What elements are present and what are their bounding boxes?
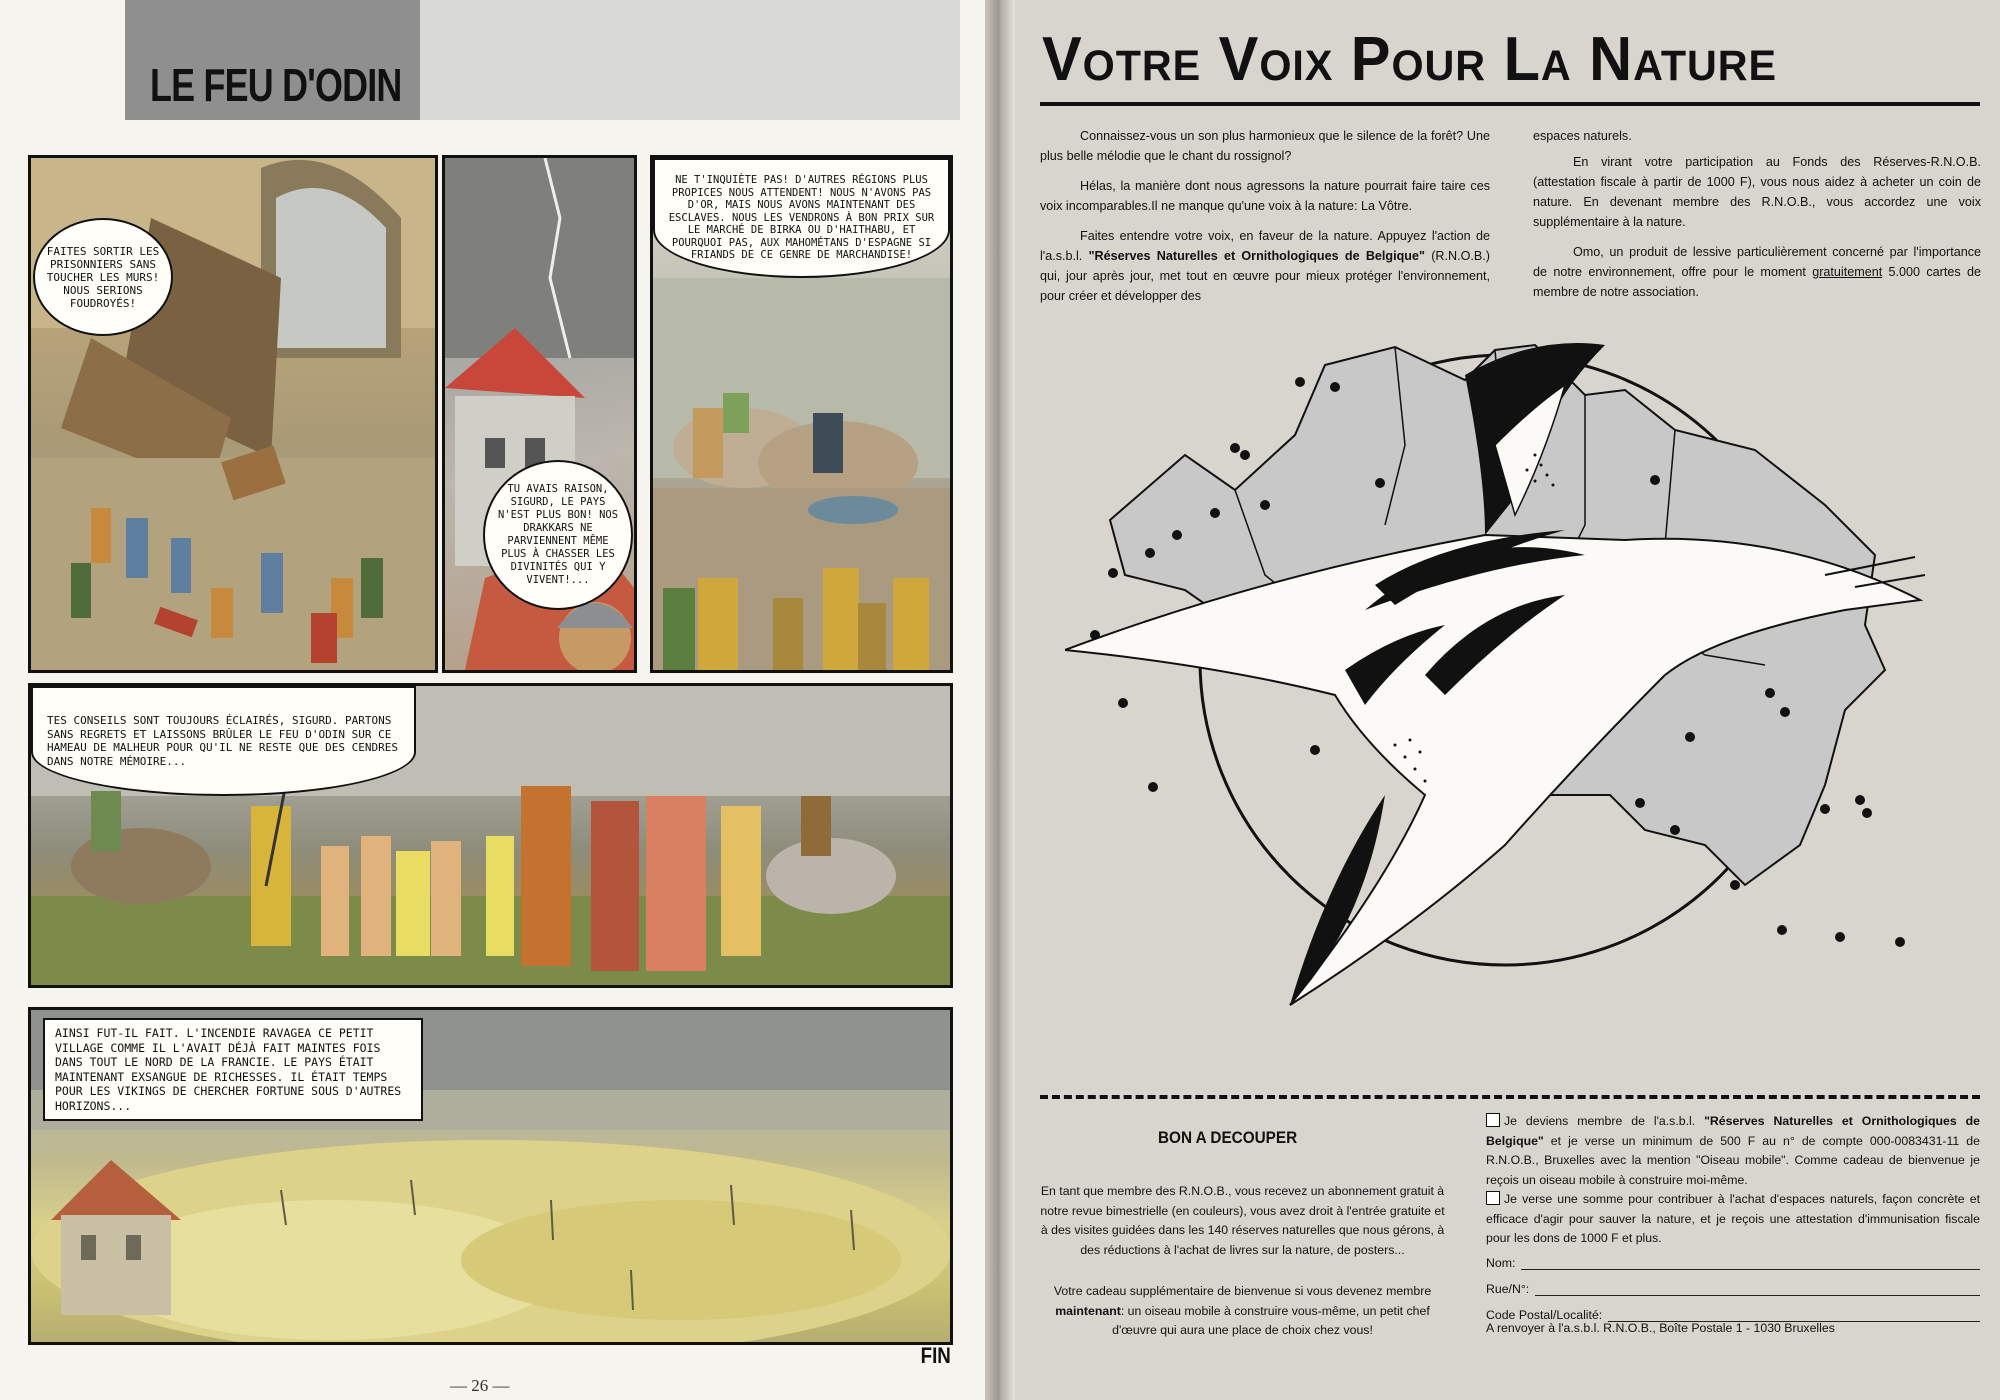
comic-panel-5	[28, 1007, 953, 1345]
speech-balloon-2: TU AVAIS RAISON, SIGURD, LE PAYS N'EST PLUS BON! NOS DRAKKARS NE PARVIENNENT MÊME PLUS À CHASSER LES DIVINITÉS QUI Y VIVENT!...	[483, 460, 633, 610]
comic-title: LE FEU D'ODIN	[150, 59, 402, 111]
fin-label: FIN	[920, 1343, 951, 1368]
comic-panel-3	[650, 155, 953, 673]
title-band-light	[420, 0, 960, 120]
paragraph-2: Hélas, la manière dont nous agressons la nature pourrait faire taire ces voix incomparables.Il ne manque qu'une voix à la nature: La Vôtre.	[1040, 179, 1490, 213]
donation-option-text: Je verse une somme pour contribuer à l'achat d'espaces naturels, façon concrète et efficace d'agir pour sauver la nature, et je reçois une attestation d'immunisation fiscale pour les dons de 1000 F et plus.	[1486, 1192, 1980, 1245]
speech-balloon-1: FAITES SORTIR LES PRISONNIERS SANS TOUCHER LES MURS! NOUS SERIONS FOUDROYÉS!	[33, 218, 173, 336]
paragraph-3-rest: (R.N.O.B.) qui, jour après jour, met tout en œuvre pour mieux protéger l'environnement, pour créer et développer des	[1040, 249, 1490, 303]
coupon-title: BON A DECOUPER	[1158, 1128, 1298, 1147]
headline-rule	[1040, 102, 1980, 106]
membership-option	[1486, 1112, 1980, 1190]
paragraph-5-lead: Omo, un produit de lessive particulièrement concerné par l'importance de notre environnement, offre pour le moment	[1533, 245, 1981, 279]
article-column-right	[1533, 126, 1981, 312]
belgium-map-bird-illustration	[1065, 325, 1965, 1060]
gift-paragraph	[1040, 1282, 1445, 1341]
left-page	[0, 0, 990, 1400]
headline: Votre Voix Pour La Nature	[1042, 25, 1778, 94]
article-column-left	[1040, 126, 1490, 316]
comic-panel-2	[442, 155, 637, 673]
paragraph-3-lead: Faites entendre votre voix, en faveur de la nature. Appuyez l'action de l'a.s.b.l.	[1040, 229, 1490, 263]
paragraph-1: Connaissez-vous un son plus harmonieux que le silence de la forêt? Une plus belle mélodie que le chant du rossignol?	[1040, 129, 1490, 163]
gift-lead: Votre cadeau supplémentaire de bienvenue si vous devenez membre	[1053, 1284, 1432, 1298]
street-field[interactable]	[1535, 1284, 1980, 1296]
paragraph-5-rest: 5.000 cartes de membre de notre association.	[1533, 265, 1981, 299]
membership-option-lead: Je deviens membre de l'a.s.b.l.	[1504, 1114, 1705, 1128]
gift-emphasis: maintenant	[1055, 1303, 1121, 1318]
comic-panel-1	[28, 155, 438, 673]
coupon-benefits	[1040, 1182, 1445, 1363]
speech-balloon-3: NE T'INQUIÈTE PAS! D'AUTRES RÉGIONS PLUS PROPICES NOUS ATTENDENT! NOUS N'AVONS PAS D'OR, MAIS NOUS AVONS MAINTENANT DES ESCLAVES. NOUS LES VENDRONS À BON PRIX SUR LE MARCHÉ DE BIRKA OU D'HAITHABU, ET POURQUOI PAS, AUX MAHOMÉTANS D'ESPAGNE SI FRIANDS DE CE GENRE DE MARCHANDISE!	[653, 158, 950, 278]
org-name: "Réserves Naturelles et Ornithologiques de Belgique"	[1088, 249, 1425, 263]
narration-caption: AINSI FUT-IL FAIT. L'INCENDIE RAVAGEA CE PETIT VILLAGE COMME IL L'AVAIT DÉJÀ FAIT MAINTES FOIS DANS TOUT LE NORD DE LA FRANCIE. LE PAYS ÉTAIT MAINTENANT EXSANGUE DE RICHESSES. IL ÉTAIT TEMPS POUR LES VIKINGS DE CHERCHER FORTUNE SOUS D'AUTRES HORIZONS...	[43, 1018, 423, 1121]
underlined-word: gratuitement	[1812, 265, 1883, 279]
donation-option	[1486, 1190, 1980, 1249]
speech-balloon-4: TES CONSEILS SONT TOUJOURS ÉCLAIRÉS, SIGURD. PARTONS SANS REGRETS ET LAISSONS BRÛLER LE FEU D'ODIN SUR CE HAMEAU DE MALHEUR POUR QU'IL NE RESTE QUE DES CENDRES DANS NOTRE MÉMOIRE...	[31, 686, 416, 796]
benefits-paragraph: En tant que membre des R.N.O.B., vous recevez un abonnement gratuit à notre revue bimestrielle (en couleurs), vous avez droit à l'entrée gratuite et à des visites guidées dans les 140 réserves naturelles que nous gérons, à des réductions à l'achat de livres sur la nature, de posters...	[1040, 1184, 1445, 1257]
paragraph-4: En virant votre participation au Fonds des Réserves-R.N.O.B. (attestation fiscale à partir de 1000 F), vous nous aidez à acheter un coin de nature. En devenant membre des R.N.O.B., vous accordez une voix supplémentaire à la nature.	[1533, 155, 1981, 229]
return-address: A renvoyer à l'a.s.b.l. R.N.O.B., Boîte Postale 1 - 1030 Bruxelles	[1486, 1321, 1835, 1335]
gift-rest: : un oiseau mobile à construire vous-même, un petit chef d'œuvre qui aura une place de choix chez vous!	[1112, 1303, 1430, 1337]
membership-checkbox[interactable]	[1486, 1113, 1500, 1127]
book-gutter	[985, 0, 1015, 1400]
membership-option-rest: et je verse un minimum de 500 F au n° de compte 000-0083431-11 de R.N.O.B., Bruxelles avec la mention "Oiseau mobile". Comme cadeau de bienvenue je reçois un oiseau mobile à construire moi-même.	[1486, 1133, 1980, 1187]
paragraph-continued: espaces naturels.	[1533, 129, 1632, 143]
membership-org-name: "Réserves Naturelles et Ornithologiques de Belgique"	[1486, 1114, 1980, 1148]
page-number: — 26 —	[450, 1376, 510, 1395]
street-label: Rue/N°:	[1486, 1282, 1530, 1296]
postcode-label: Code Postal/Localité:	[1486, 1308, 1603, 1322]
paragraph-3	[1040, 226, 1490, 306]
donation-checkbox[interactable]	[1486, 1191, 1500, 1205]
comic-panel-4	[28, 683, 953, 988]
form-row-street	[1486, 1276, 1980, 1296]
name-label: Nom:	[1486, 1256, 1516, 1270]
name-field[interactable]	[1521, 1258, 1980, 1270]
paragraph-5	[1533, 242, 1981, 302]
form-row-name	[1486, 1250, 1980, 1270]
cut-line	[1040, 1095, 1980, 1099]
